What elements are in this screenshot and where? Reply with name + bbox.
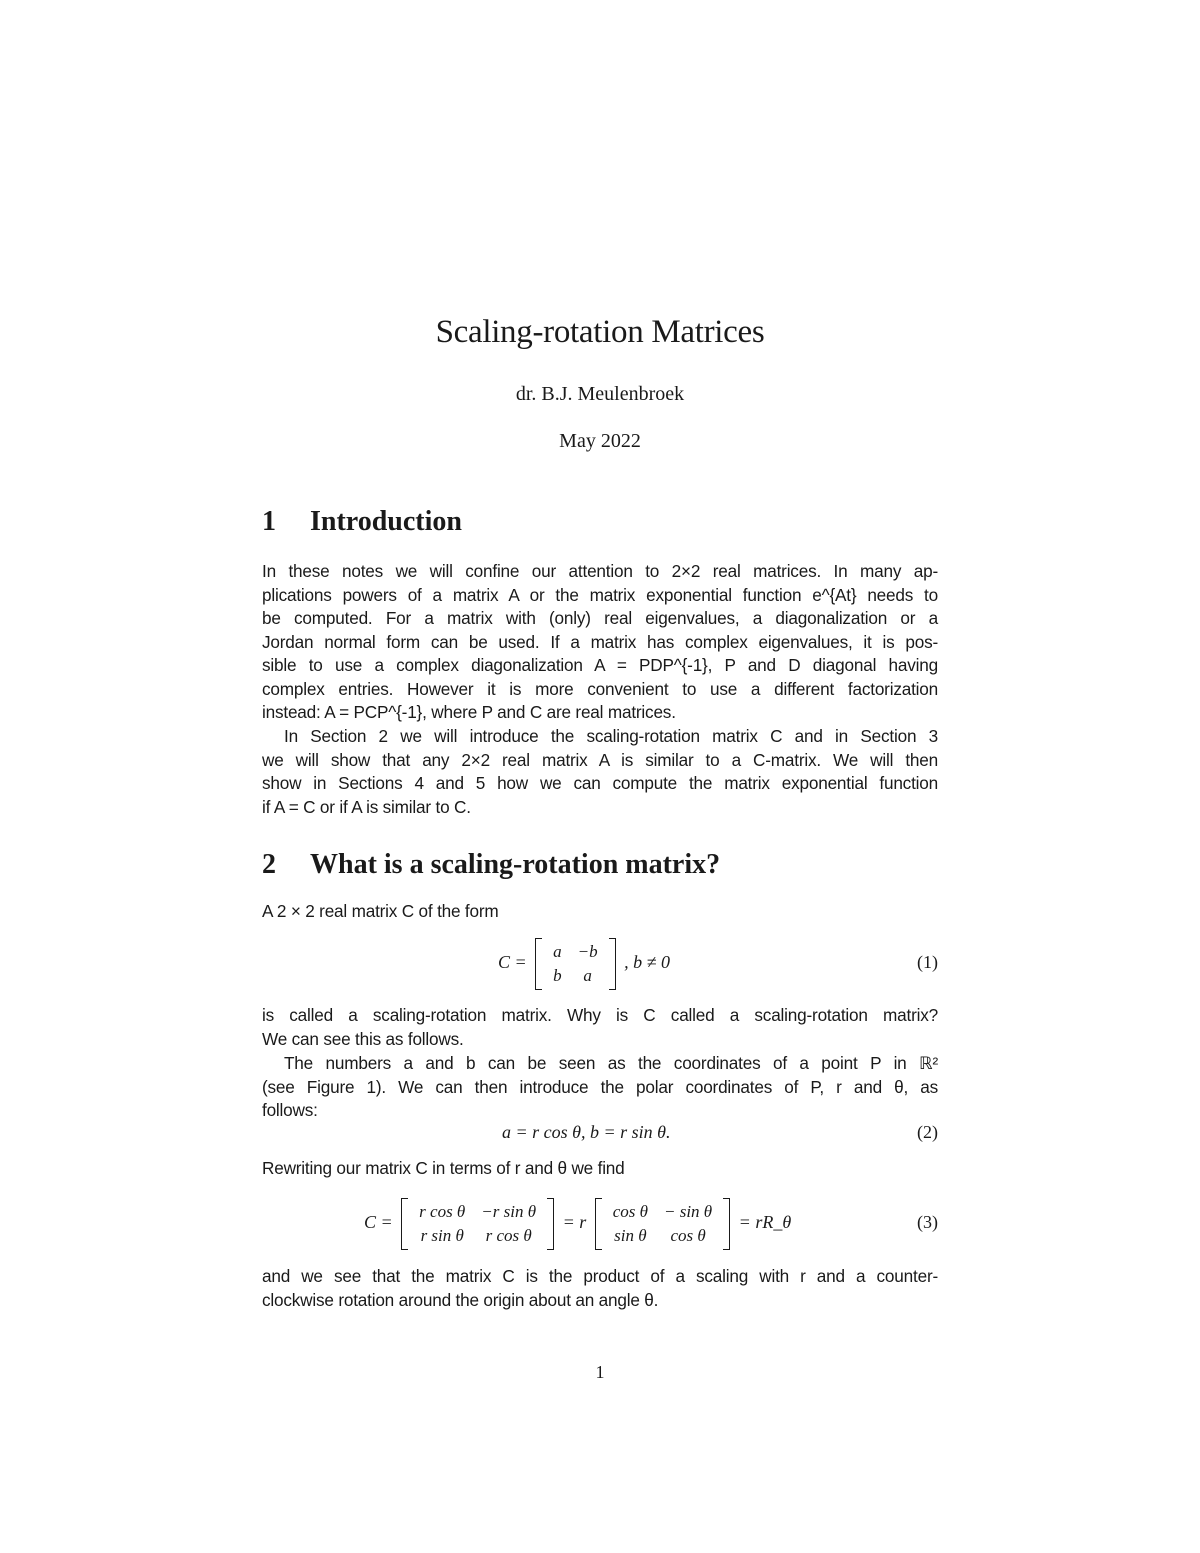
matrix-cell: r cos θ [419, 1202, 466, 1221]
intro-paragraph-1 [262, 560, 938, 725]
matrix [595, 1200, 730, 1248]
equation-number: (1) [917, 952, 938, 972]
matrix-cell: −r sin θ [481, 1202, 537, 1221]
equation-middle: = r [562, 1212, 587, 1233]
text-line: complex entries. However it is more convenient to use a different factorization [262, 678, 938, 699]
text-line: if A = C or if A is similar to C. [262, 796, 471, 817]
date: May 2022 [559, 430, 641, 452]
intro-paragraph-2 [262, 725, 938, 819]
equation-body [364, 1200, 791, 1248]
text-line: sible to use a complex diagonalization A = PDP^{-1}, P and D diagonal having [262, 655, 938, 675]
section2-paragraph-2 [262, 1052, 938, 1123]
equation-lhs: C = [364, 1212, 393, 1233]
matrix-cell: r cos θ [485, 1226, 532, 1245]
text-line: The numbers a and b can be seen as the coordinates of a point P in ℝ² [284, 1053, 938, 1073]
text-line: We can see this as follows. [262, 1028, 464, 1049]
matrix-cell: cos θ [612, 1202, 648, 1221]
text-line: In these notes we will confine our attention to 2×2 real matrices. In many ap- [262, 561, 938, 581]
section2-paragraph-1 [262, 1004, 938, 1051]
text-line: show in Sections 4 and 5 how we can compute the matrix exponential function [262, 773, 938, 793]
matrix [401, 1200, 554, 1248]
section-title: What is a scaling-rotation matrix? [310, 849, 721, 880]
matrix-cell: a [553, 942, 562, 961]
equation-1 [262, 936, 938, 996]
author: dr. B.J. Meulenbroek [515, 383, 685, 405]
equation-body [498, 940, 670, 988]
matrix-cell: − sin θ [664, 1202, 713, 1221]
text-line: Jordan normal form can be used. If a matrix has complex eigenvalues, it is pos- [262, 631, 938, 652]
text-line: In Section 2 we will introduce the scaling-rotation matrix C and in Section 3 [284, 726, 938, 746]
text-line: A 2 × 2 real matrix C of the form [262, 901, 499, 921]
equation-number: (2) [917, 1122, 938, 1142]
section-heading-2 [262, 849, 720, 881]
matrix-cell: −b [577, 942, 598, 961]
equation-result: = rR_θ [738, 1212, 792, 1233]
equation-lhs: C = [498, 952, 527, 973]
text-line: we will show that any 2×2 real matrix A is similar to a C-matrix. We will then [262, 749, 938, 770]
matrix [535, 940, 615, 988]
matrix-cell: b [553, 966, 562, 985]
section-title: Introduction [310, 506, 462, 537]
page-number: 1 [595, 1362, 605, 1382]
matrix-cell: r sin θ [420, 1226, 464, 1245]
text-line: is called a scaling-rotation matrix. Why is C called a scaling-rotation matrix? [262, 1005, 938, 1025]
equation-number: (3) [917, 1212, 938, 1232]
section-number: 2 [262, 849, 276, 880]
section-number: 1 [262, 506, 276, 537]
text-line: be computed. For a matrix with (only) real eigenvalues, a diagonalization or a [262, 608, 938, 628]
paper-title: Scaling-rotation Matrices [435, 314, 765, 350]
text-line: Rewriting our matrix C in terms of r and θ we find [262, 1158, 625, 1178]
matrix-cell: sin θ [614, 1226, 647, 1245]
text-line: follows: [262, 1100, 318, 1120]
section2-lead [262, 900, 938, 924]
matrix-cell: a [583, 966, 592, 985]
section-heading-1 [262, 506, 462, 538]
matrix-cell: cos θ [670, 1226, 706, 1245]
text-line: and we see that the matrix C is the product of a scaling with r and a counter- [262, 1266, 938, 1286]
text-line: plications powers of a matrix A or the matrix exponential function e^{At} needs to [262, 584, 938, 605]
text-line: clockwise rotation around the origin about an angle θ. [262, 1289, 659, 1310]
equation-condition: , b ≠ 0 [624, 952, 671, 973]
text-line: instead: A = PCP^{-1}, where P and C are real matrices. [262, 702, 676, 722]
equation-2 [262, 1120, 938, 1148]
equation-3 [262, 1196, 938, 1256]
section2-closing [262, 1265, 938, 1312]
text-line: (see Figure 1). We can then introduce the polar coordinates of P, r and θ, as [262, 1076, 938, 1097]
section2-rewrite [262, 1157, 938, 1181]
equation-body: a = r cos θ, b = r sin θ. [502, 1122, 671, 1142]
